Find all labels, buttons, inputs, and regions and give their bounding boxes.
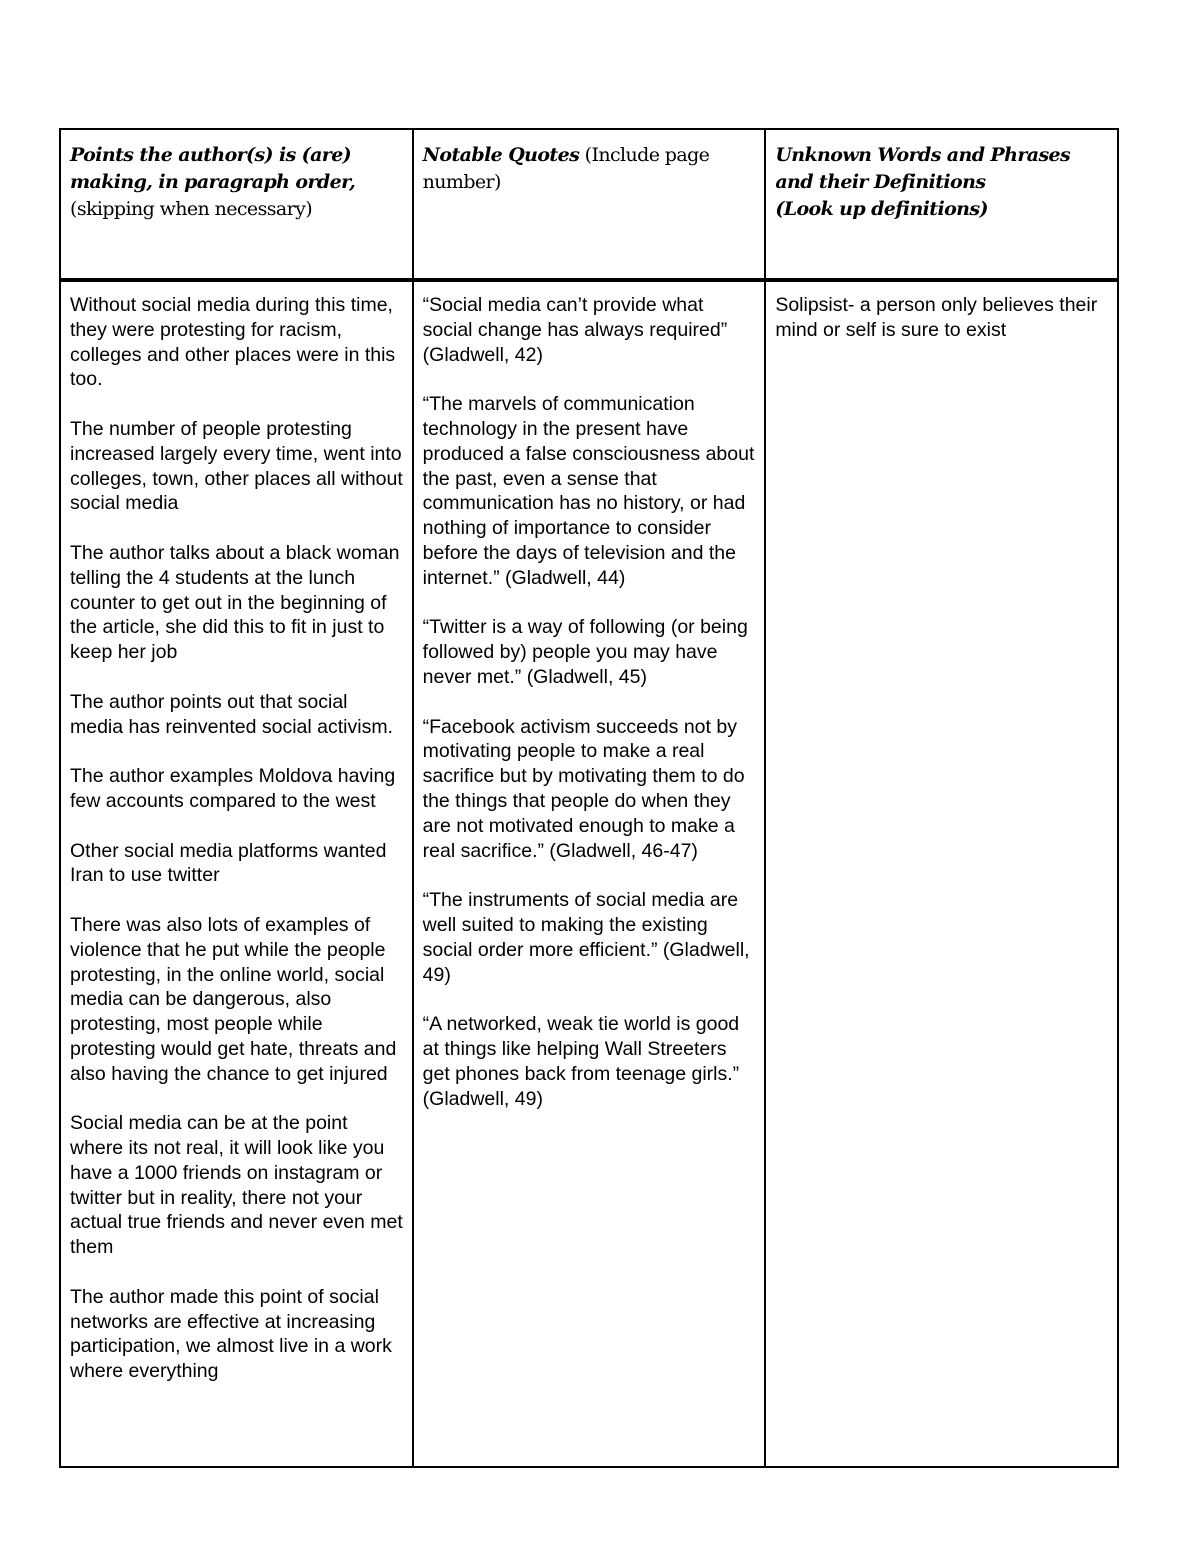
quote-paragraph: “A networked, weak tie world is good at things like helping Wall Streeters get phones back from teenage girls.” (Gladwell, 49) — [422, 1013, 740, 1110]
definition-paragraph: Solipsist- a person only believes their mind or self is sure to exist — [775, 294, 1098, 341]
point-paragraph: The author points out that social media has reinvented social activism. — [70, 690, 393, 738]
quotes-heading: Notable Quotes — [422, 144, 580, 166]
definitions-heading-note: (Look up definitions) — [775, 198, 988, 220]
quote-paragraph: “Facebook activism succeeds not by motivating people to make a real sacrifice but by motivating them to do the things that people do when they are not motivated enough to make a real sacrifice.” (Gladwell, 46-47) — [422, 715, 745, 862]
quote-paragraph: “Social media can’t provide what social change has always required” (Gladwell, 42) — [422, 294, 728, 366]
point-paragraph: There was also lots of examples of violence that he put while the people protesting, in the online world, social media can be dangerous, also protesting, most people while protesting would get hate, threats and also having the chance to get injured — [70, 913, 397, 1085]
header-cell-definitions — [765, 129, 1118, 280]
point-paragraph: The author talks about a black woman telling the 4 students at the lunch counter to get out in the beginning of the article, she did this to fit in just to keep her job — [70, 541, 400, 664]
header-cell-points — [60, 129, 413, 280]
points-heading: Points the author(s) is (are) making, in paragraph order, — [70, 144, 356, 193]
header-cell-quotes — [413, 129, 766, 280]
quote-paragraph: “The instruments of social media are well suited to making the existing social order more efficient.” (Gladwell, 49) — [422, 889, 750, 986]
quote-paragraph: “Twitter is a way of following (or being followed by) people you may have never met.” (Gladwell, 45) — [422, 616, 748, 688]
point-paragraph: Other social media platforms wanted Iran to use twitter — [70, 839, 387, 887]
point-paragraph: The author made this point of social networks are effective at increasing participation, we almost live in a work where everything — [70, 1285, 392, 1383]
point-paragraph: The author examples Moldova having few accounts compared to the west — [70, 765, 396, 812]
quote-paragraph: “The marvels of communication technology in the present have produced a false consciousness about the past, even a sense that communication has no history, or had nothing of importance to consider before the days of television and the internet.” (Gladwell, 44) — [422, 393, 755, 589]
point-paragraph: Without social media during this time, they were protesting for racism, colleges and other places were in this too. — [70, 294, 396, 391]
header-row — [60, 129, 1118, 280]
point-paragraph: Social media can be at the point where its not real, it will look like you have a 1000 friends on instagram or twitter but in reality, there not your actual true friends and never even met them — [70, 1112, 403, 1259]
notes-table — [59, 128, 1119, 1468]
points-cell — [60, 280, 413, 1467]
point-paragraph: The number of people protesting increased largely every time, went into colleges, town, other places all without social media — [70, 417, 403, 515]
definitions-cell — [765, 280, 1118, 1467]
quotes-cell — [413, 280, 766, 1467]
quotes-heading-note: (Include page number) — [422, 144, 710, 193]
definitions-heading: Unknown Words and Phrases and their Definitions — [775, 144, 1071, 193]
content-row — [60, 280, 1118, 1467]
points-heading-note: (skipping when necessary) — [70, 198, 313, 220]
